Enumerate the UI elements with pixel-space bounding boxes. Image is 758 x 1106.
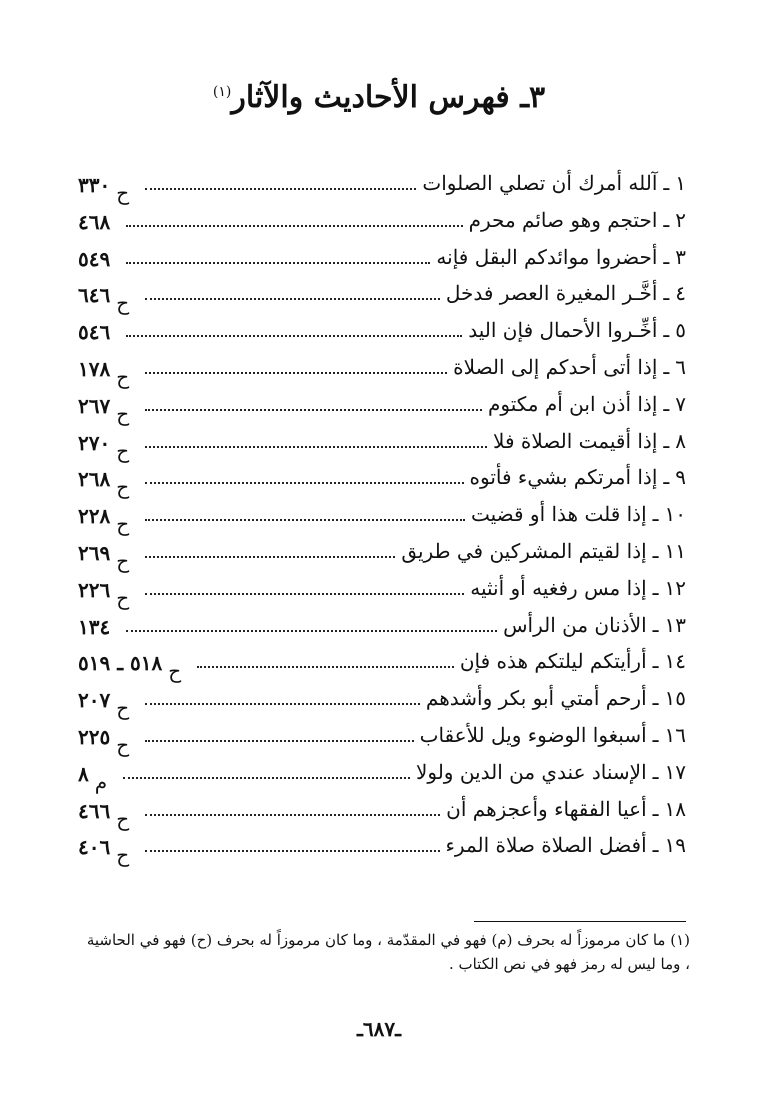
entry-number: ١٥: [664, 686, 686, 711]
entry-label: [446, 278, 686, 308]
entry-number: ١١: [664, 538, 686, 563]
ref-prefix: ح: [116, 438, 130, 463]
entry-text: أعيا الفقهاء وأعجزهم أن: [446, 796, 647, 821]
entry-text: أفضل الصلاة صلاة المرء: [445, 833, 647, 858]
entry-label: [468, 315, 686, 345]
title-footnote-marker: (١): [212, 84, 232, 100]
entry-number: ١٩: [664, 833, 686, 858]
entry-page-ref: [78, 393, 130, 426]
entry-label: [446, 830, 686, 860]
dot-leader: [126, 630, 497, 632]
entry-number: ٩: [675, 465, 686, 490]
entry-text: آلله أمرك أن تصلي الصلوات: [422, 171, 658, 195]
entry-page-ref: [78, 319, 110, 345]
entry-page-ref: [78, 650, 182, 684]
entry-dash: ـ: [652, 686, 659, 711]
entry-label: [488, 389, 686, 419]
entry-dash: ـ: [663, 171, 670, 195]
ref-prefix: ح: [116, 585, 130, 610]
entry-number: ١٦: [664, 722, 686, 747]
entry-text: إذا أمرتكم بشيء فأتوه: [469, 465, 658, 490]
entry-page-ref: [78, 834, 130, 868]
entry-label: [436, 242, 686, 272]
ref-value: ٢٠٧: [78, 688, 111, 713]
ref-value: ٥٤٩: [78, 246, 111, 271]
entry-dash: ـ: [663, 318, 670, 343]
entry-text: إذا قلت هذا أو قضيت: [470, 502, 647, 527]
entry-dash: ـ: [652, 833, 659, 858]
ref-value: ٢٢٥: [78, 724, 111, 749]
index-entry: [78, 571, 686, 608]
entry-label: [453, 352, 686, 382]
entry-dash: ـ: [663, 354, 670, 379]
entry-dash: ـ: [663, 281, 670, 306]
index-entry: [78, 350, 686, 387]
entry-dash: ـ: [652, 649, 659, 674]
entry-dash: ـ: [652, 796, 659, 821]
ref-value: ٢٦٨: [78, 467, 111, 492]
entry-number: ١٤: [664, 649, 686, 674]
entry-label: [470, 573, 686, 603]
entry-page-ref: [78, 577, 130, 610]
ref-prefix: ح: [116, 732, 130, 757]
ref-prefix: ح: [116, 843, 130, 868]
entry-page-ref: [78, 246, 110, 272]
entry-label: [446, 794, 686, 824]
entry-label: [401, 536, 686, 566]
entry-dash: ـ: [663, 244, 670, 269]
entry-number: ٧: [675, 391, 686, 416]
index-entry: [78, 644, 686, 684]
index-entry: [78, 681, 686, 721]
dot-leader: [145, 298, 440, 300]
ref-prefix: ح: [116, 512, 130, 537]
ref-value: ٣٣٠: [78, 173, 111, 197]
entry-text: أرأيتكم ليلتكم هذه فإن: [459, 649, 647, 674]
entry-number: ٦: [675, 354, 686, 379]
ref-value: ٢٢٦: [78, 577, 111, 602]
entry-page-ref: [78, 503, 130, 537]
ref-value: ١٧٨: [78, 356, 111, 381]
dot-leader: [145, 482, 464, 484]
entry-text: أخِّـروا الأحمال فإن اليد: [468, 318, 658, 343]
entry-text: أسبغوا الوضوء ويل للأعقاب: [419, 722, 647, 747]
ref-value: ٤٠٦: [78, 835, 111, 860]
entry-number: ١٢: [664, 575, 686, 600]
entry-number: ١٠: [664, 502, 686, 527]
dot-leader: [126, 335, 462, 337]
ref-value: ٥٤٦: [78, 320, 111, 345]
entry-dash: ـ: [663, 465, 670, 490]
dot-leader: [123, 777, 410, 779]
entry-page-ref: [78, 614, 110, 640]
entry-number: ٨: [675, 428, 686, 453]
index-entry: [78, 387, 686, 424]
index-entry: [78, 497, 686, 537]
entry-label: [460, 646, 686, 676]
ref-prefix: ح: [116, 181, 130, 205]
entry-dash: ـ: [652, 502, 659, 527]
dot-leader: [197, 666, 454, 668]
entry-label: [469, 205, 686, 235]
entry-text: الأذنان من الرأس: [503, 612, 647, 637]
entry-page-ref: [78, 724, 130, 757]
ref-prefix: م: [94, 769, 108, 794]
entry-label: [416, 757, 686, 787]
ref-prefix: ح: [168, 659, 182, 684]
dot-leader: [145, 446, 487, 448]
ref-prefix: ح: [116, 475, 130, 500]
entry-number: ٣: [675, 244, 686, 269]
index-title-text: ٣ـ فهرس الأحاديث والآثار: [231, 80, 546, 115]
entry-label: [493, 426, 686, 456]
ref-prefix: ح: [116, 291, 130, 316]
entry-text: إذا أتى أحدكم إلى الصلاة: [453, 354, 658, 379]
entry-dash: ـ: [652, 575, 659, 600]
entry-dash: ـ: [663, 428, 670, 453]
entry-label: [426, 683, 686, 713]
entry-text: أرحم أمتي أبو بكر وأشدهم: [425, 686, 647, 711]
entry-page-ref: [78, 356, 130, 389]
hadith-index-list: [78, 166, 686, 868]
entry-label: [422, 168, 686, 198]
entry-page-ref: [78, 172, 130, 205]
entry-dash: ـ: [663, 391, 670, 416]
index-entry: [78, 460, 686, 500]
entry-dash: ـ: [652, 759, 659, 784]
ref-value: ٢٦٧: [78, 393, 111, 418]
ref-prefix: ح: [116, 548, 130, 573]
entry-number: ١٨: [664, 796, 686, 821]
dot-leader: [145, 188, 416, 190]
index-title: [0, 70, 758, 120]
dot-leader: [145, 556, 395, 558]
entry-label: [503, 610, 686, 640]
ref-prefix: ح: [116, 696, 130, 721]
entry-dash: ـ: [663, 207, 670, 232]
entry-page-ref: [78, 466, 130, 500]
ref-value: ٨: [78, 761, 89, 786]
dot-leader: [145, 593, 464, 595]
entry-dash: ـ: [652, 722, 659, 747]
ref-value: ٤٦٨: [78, 209, 111, 234]
dot-leader: [145, 372, 447, 374]
dot-leader: [145, 740, 414, 742]
entry-text: إذا أقيمت الصلاة فلا: [493, 428, 658, 453]
entry-text: إذا أذن ابن أم مكتوم: [487, 391, 658, 416]
ref-value: ٢٦٩: [78, 540, 111, 565]
index-entry: [78, 166, 686, 203]
entry-number: ١٣: [664, 612, 686, 637]
ref-value: ٥١٨ ـ ٥١٩: [78, 651, 163, 676]
entry-page-ref: [78, 209, 110, 235]
index-entry: [78, 424, 686, 461]
page-number: ـ٦٨٧ـ: [357, 1017, 401, 1041]
index-entry: [78, 203, 686, 240]
footnote: (١) ما كان مرموزاً له بحرف (م) فهو في المقدّمة ، وما كان مرموزاً له بحرف (ح) فهو في الحاشية ، وما ليس له رمز فهو في نص الكتاب .: [86, 931, 690, 973]
index-entry: [78, 276, 686, 316]
index-entry: [78, 792, 686, 829]
entry-page-ref: [78, 282, 130, 316]
entry-page-ref: [78, 540, 130, 573]
ref-value: ٢٧٠: [78, 430, 111, 455]
entry-page-ref: [78, 798, 130, 831]
entry-number: ٢: [675, 207, 686, 232]
footnote-separator: [474, 921, 686, 922]
ref-value: ٤٦٦: [78, 798, 111, 823]
entry-text: الإسناد عندي من الدين ولولا: [415, 759, 647, 784]
entry-label: [471, 499, 686, 529]
dot-leader: [145, 519, 465, 521]
ref-prefix: ح: [116, 401, 130, 426]
index-entry: [78, 828, 686, 868]
ref-prefix: ح: [116, 806, 130, 831]
entry-text: احتجم وهو صائم محرم: [468, 207, 658, 232]
dot-leader: [145, 703, 420, 705]
ref-value: ٢٢٨: [78, 504, 111, 529]
index-entry: [78, 240, 686, 277]
entry-number: ١٧: [664, 759, 686, 784]
entry-page-ref: [78, 687, 130, 721]
entry-number: ٤: [675, 281, 686, 306]
entry-number: ١: [675, 171, 686, 195]
ref-value: ٦٤٦: [78, 283, 111, 308]
dot-leader: [145, 814, 440, 816]
entry-label: [420, 720, 686, 750]
dot-leader: [145, 409, 482, 411]
entry-number: ٥: [675, 318, 686, 343]
index-entry: [78, 608, 686, 645]
entry-page-ref: [78, 430, 130, 463]
entry-text: إذا مس رفغيه أو أنثيه: [470, 575, 647, 600]
entry-text: إذا لقيتم المشركين في طريق: [401, 538, 647, 563]
index-entry: [78, 755, 686, 792]
index-entry: [78, 313, 686, 350]
entry-dash: ـ: [652, 538, 659, 563]
dot-leader: [126, 262, 430, 264]
dot-leader: [126, 225, 463, 227]
entry-page-ref: [78, 761, 108, 794]
ref-prefix: ح: [116, 364, 130, 389]
index-entry: [78, 718, 686, 755]
entry-text: أخَّـر المغيرة العصر فدخل: [445, 281, 658, 306]
index-entry: [78, 534, 686, 571]
ref-value: ١٣٤: [78, 614, 111, 639]
entry-label: [470, 462, 686, 492]
entry-text: أحضروا موائدكم البقل فإنه: [436, 244, 658, 269]
entry-dash: ـ: [652, 612, 659, 637]
dot-leader: [145, 850, 440, 852]
